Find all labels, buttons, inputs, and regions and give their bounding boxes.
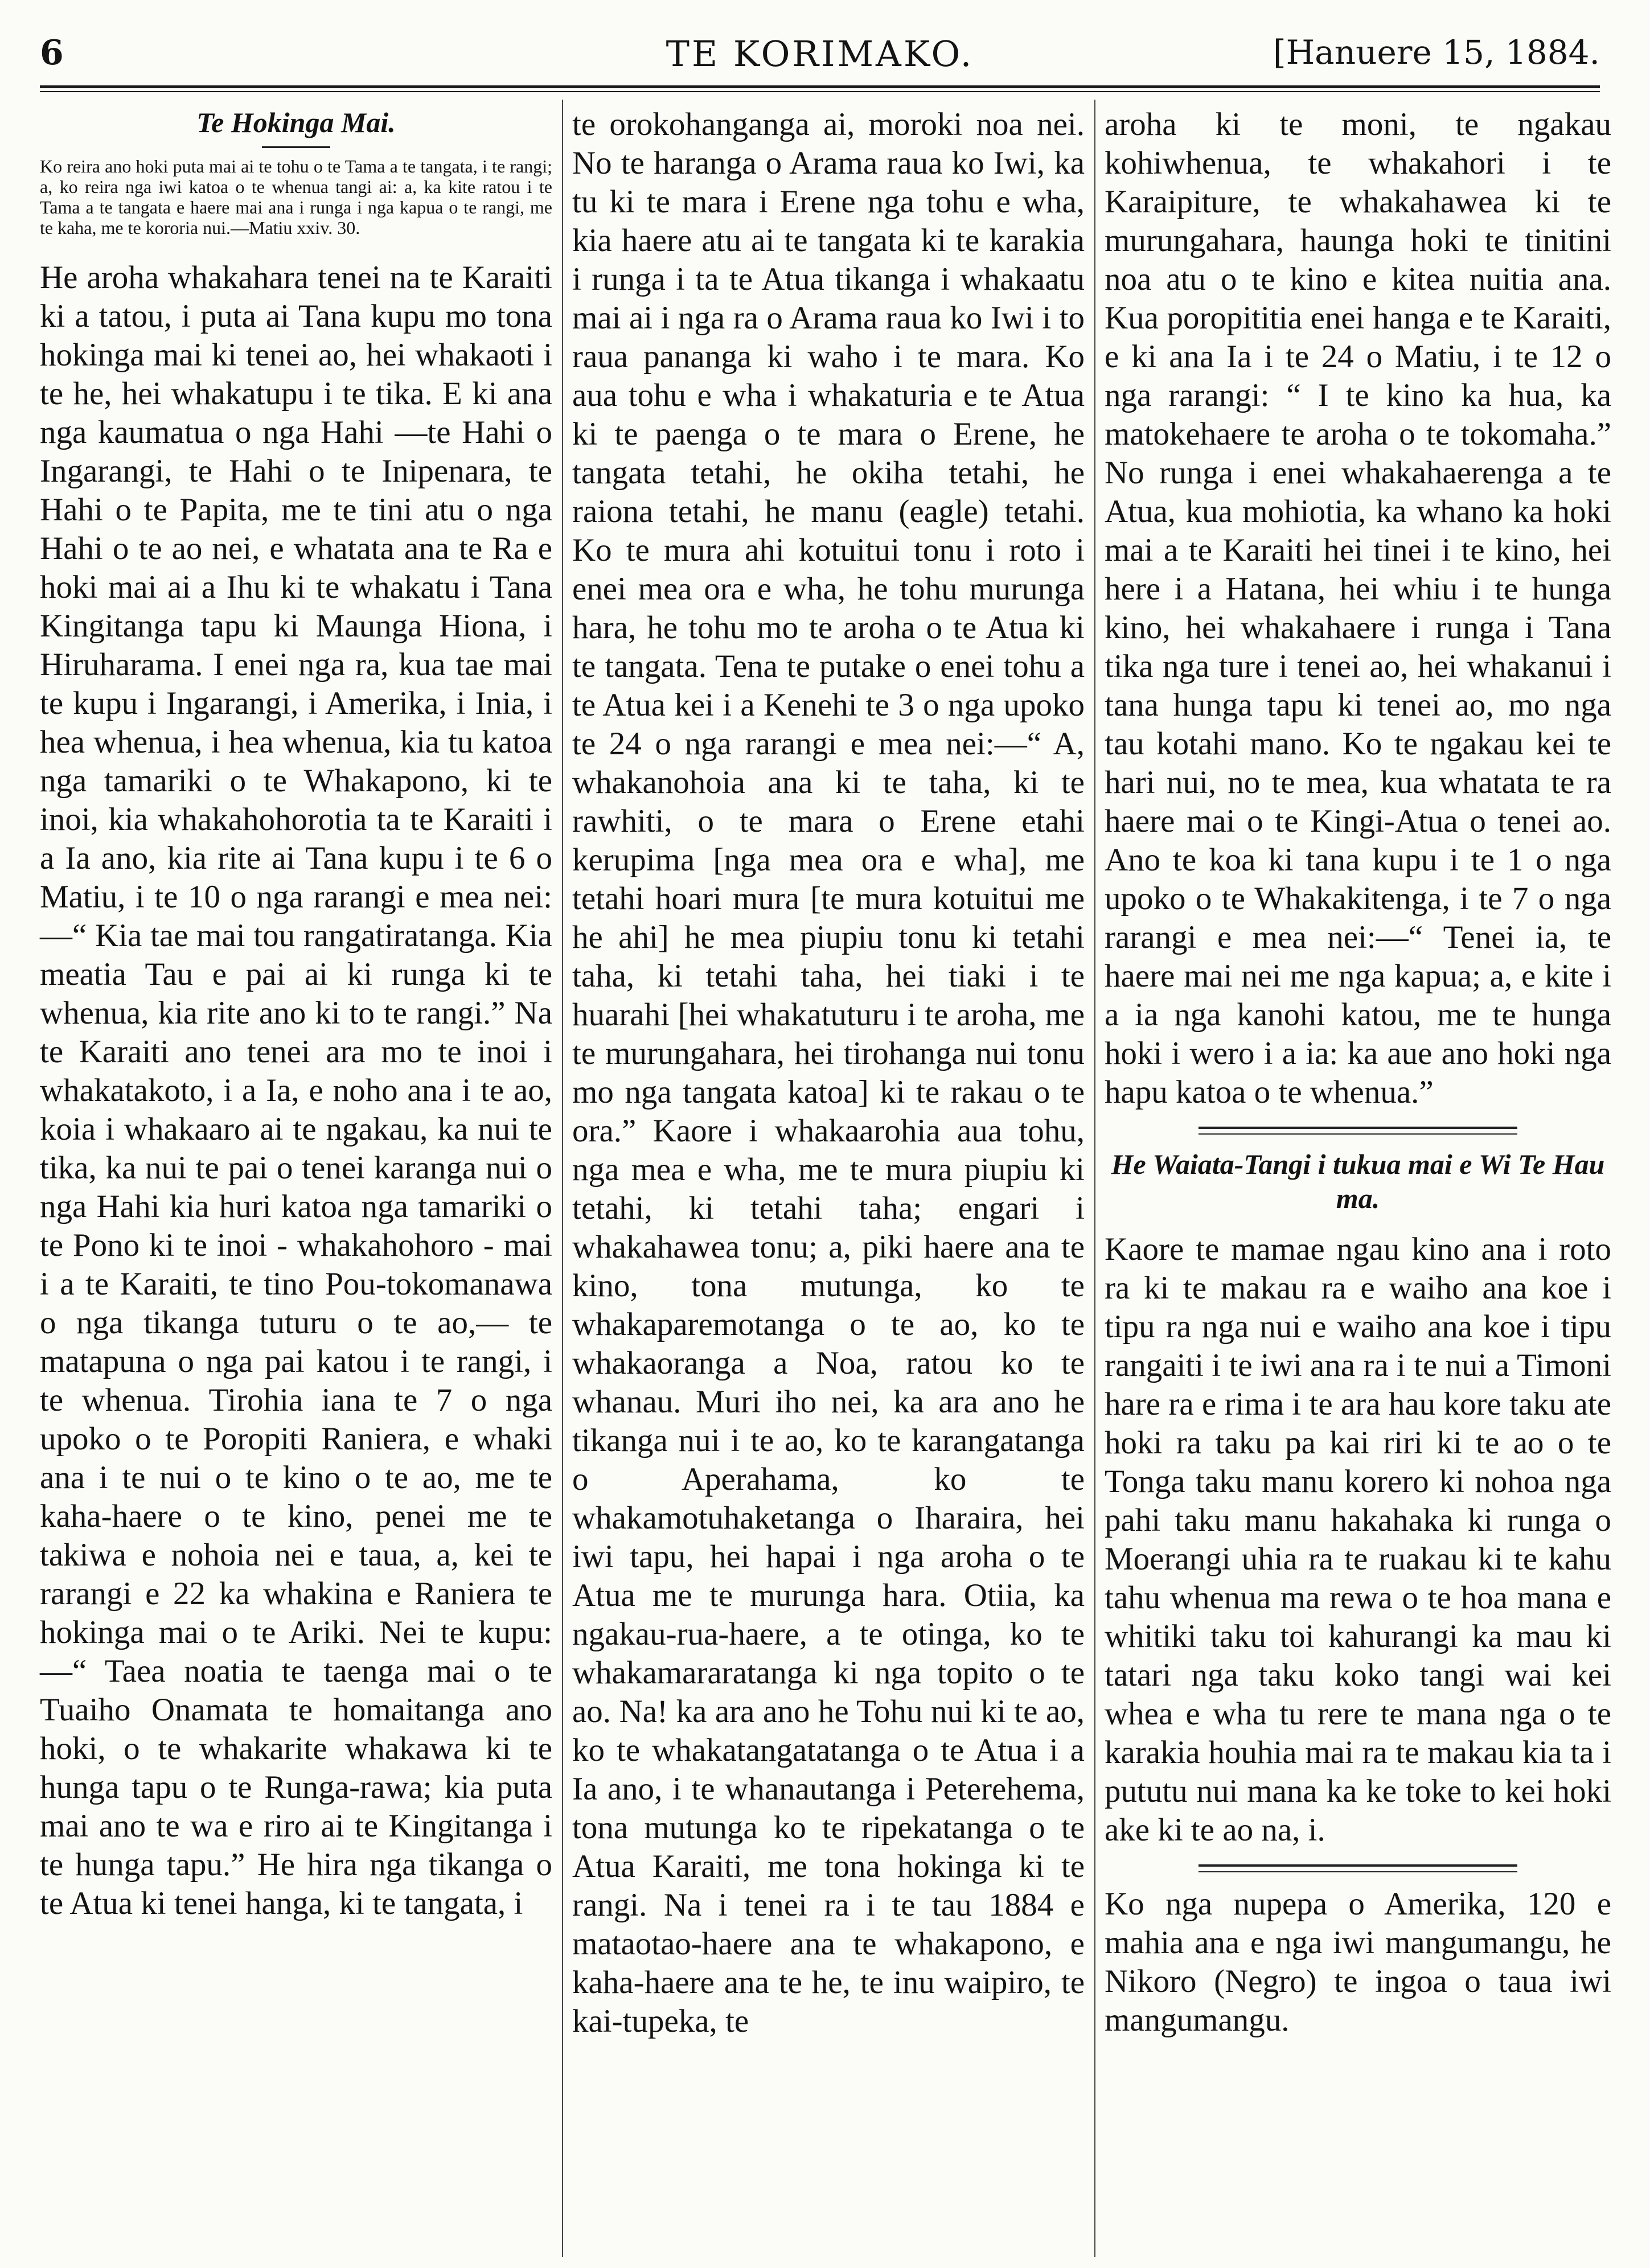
- column-divider: [1094, 100, 1095, 2257]
- page-header: [40, 22, 1600, 84]
- header-rule-thin: [40, 91, 1600, 92]
- title-rule: [262, 146, 330, 148]
- column-3: [1105, 105, 1611, 2040]
- section-rule-thin: [1198, 1871, 1517, 1872]
- article-body-col2: te orokohanganga ai, moroki noa nei. No te haranga o Arama raua ko Iwi, ka tu ki te mara i Erene nga tohu e wha, kia haere atu ai te tangata ki te karakia i runga i ta te Atua tikanga i whakaatu mai ai i nga ra o Arama raua ko Iwi i to raua pananga ki waho i te mara. Ko aua tohu e wha i whakaturia e te Atua ki te paenga o te mara o Erene, he tangata tetahi, he okiha tetahi, he raiona tetahi, he manu (eagle) tetahi. Ko te mura ahi kotuitui tonu i roto i enei mea ora e wha, he tohu murunga hara, he tohu mo te aroha o te Atua ki te tangata. Tena te putake o enei tohu a te Atua kei i a Kenehi te 3 o nga upoko te 24 o nga rarangi e mea nei:—“ A, whakanohoia ana ki te taha, ki te rawhiti, o te mara o Erene etahi kerupima [nga mea ora e wha], me tetahi hoari mura [te mura kotuitui me he ahi] he mea piupiu tonu ki tetahi taha, ki tetahi taha, hei tiaki i te huarahi [hei whakatuturu i te aroha, me te murungahara, hei tirohanga nui tonu mo nga tangata katoa] ki te rakau o te ora.” Kaore i whakaarohia aua tohu, nga mea e wha, me te mura piupiu ki tetahi, ki tetahi taha; engari i whakahawea tonu; a, piki haere ana te kino, tona mutunga, ko te whakaparemotanga o te ao, ko te whakaoranga a Noa, ratou ko te whanau. Muri iho nei, ka ara ano he tikanga nui i te ao, ko te karangatanga o Aperahama, ko te whakamotuhaketanga o Iharaira, hei iwi tapu, hei hapai i nga aroha o te Atua me te murunga hara. Otiia, ka ngakau-rua-haere, a te otinga, ko te whakamararatanga ki nga topito o te ao. Na! ka ara ano he Tohu nui ki te ao, ko te whakatangatatanga o te Atua i a Ia ano, i te whanautanga i Peterehema, tona mutunga ko te ripekatanga o te Atua Karaiti, me tona hokinga ki te rangi. Na i tenei ra i te tau 1884 e mataotao-haere ana te whakapono, e kaha-haere ana te he, te inu waipiro, te kai-tupeka, te: [572, 106, 1085, 2039]
- song-lyrics: Kaore te mamae ngau kino ana i roto ra ki te makau ra e waiho ana koe i tipu ra nga nui e waiho ana koe i tipu rangaiti i te iwi ana ra i te nui a Timoni hare ra e rima i te ara hau kore taku ate hoki ra taku pa kai riri ki te ao o te Tonga taku manu korero ki nohoa nga pahi taku manu hakahaka ki runga o Moerangi uhia ra te ruakau ki te kahu tahu whenua ma rewa o te hoa mana e whitiki taku toi kahurangi ka mau ki tatari nga taku koko tangi wai kei whea e wha tu rere te mana nga o te karakia houhia mai ra te makau kia ta i pututu nui mana ka ke toke to kei hoki ake ki te ao na, i.: [1105, 1231, 1611, 1848]
- issue-date: [Hanuere 15, 1884.: [1273, 33, 1600, 72]
- article-body-col1: He aroha whakahara tenei na te Karaiti ki a tatou, i puta ai Tana kupu mo tona hokinga mai ki tenei ao, hei whakaoti i te he, hei whakatupu i te tika. E ki ana nga kaumatua o nga Hahi —te Hahi o Ingarangi, te Hahi o te Inipenara, te Hahi o te Papita, me te tini atu o nga Hahi o te ao nei, e whatata ana te Ra e hoki mai ai a Ihu ki te whakatu i Tana Kingitanga tapu ki Maunga Hiona, i Hiruharama. I enei nga ra, kua tae mai te kupu i Ingarangi, i Amerika, i Inia, i hea whenua, i hea whenua, kia tu katoa nga tamariki o te Whakapono, ki te inoi, kia whakahohorotia ta te Karaiti i a Ia ano, kia rite ai Tana kupu i te 6 o Matiu, i te 10 o nga rarangi e mea nei:—“ Kia tae mai tou rangatiratanga. Kia meatia Tau e pai ai ki runga ki te whenua, kia rite ano ki to te rangi.” Na te Karaiti ano tenei ara mo te inoi i whakatakoto, i a Ia, e noho ana i te ao, koia i whakaaro ai te ngakau, ka nui te tika, ka nui te pai o tenei karanga nui o nga Hahi kia huri katoa nga tamariki o te Pono ki te inoi - whakahohoro - mai i a te Karaiti, te tino Pou-tokomanawa o nga tikanga tuturu o te ao,— te matapuna o nga pai katou i te rangi, i te whenua. Tirohia iana te 7 o nga upoko o te Poropiti Raniera, e whaki ana i te nui o te kino o te ao, me te kaha-haere o te kino, penei me te takiwa e nohoia nei e taua, a, kei te rarangi e 22 ka whakina e Raniera te hokinga mai o te Ariki. Nei te kupu:—“ Taea noatia te taenga mai o te Tuaiho Onamata te homaitanga ano hoki, o te whakarite whakawa ki te hunga tapu o te Runga-rawa; kia puta mai ano te wa e riro ai te Kingitanga i te hunga tapu.” He hira nga tikanga o te Atua ki tenei hanga, ki te tangata, i: [40, 260, 552, 1921]
- epigraph: Ko reira ano hoki puta mai ai te tohu o te Tama a te tangata, i te rangi; a, ko reira nga iwi katoa o te whenua tangi ai: a, ka kite ratou i te Tama a te tangata e haere mai ana i runga i nga kapua o te rangi, me te kaha, me te kororia nui.—Matiu xxiv. 30.: [40, 156, 552, 238]
- article-body-col3: aroha ki te moni, te ngakau kohiwhenua, te whakahori i te Karaipiture, te whakahawea ki te murungahara, haunga hoki te tinitini noa atu o te kino e kitea nuitia ana. Kua poropititia enei hanga e te Karaiti, e ki ana Ia i te 24 o Matiu, i te 12 o nga rarangi: “ I te kino ka hua, ka matokehaere te aroha o te tokomaha.” No runga i enei whakahaerenga a te Atua, kua mohiotia, ka whano ka hoki mai a te Karaiti hei tinei i te kino, hei here i a Hatana, hei whiu i te hunga kino, hei whakahaere i runga i Tana tika nga ture i tenei ao, hei whakanui i tana hunga tapu ki tenei ao, mo nga tau kotahi mano. Ko te ngakau kei te hari nui, no te mea, kua whatata te ra haere mai o te Kingi-Atua o tenei ao. Ano te koa ki tana kupu i te 1 o nga upoko o te Whakakitenga, i te 7 o nga rarangi e mea nei:—“ Tenei ia, te haere mai nei me nga kapua; a, e kite i a ia nga kanohi katou, me te hunga hoki i wero i a ia: ka aue ano hoki nga hapu katoa o te whenua.”: [1105, 106, 1611, 1110]
- news-item: Ko nga nupepa o Amerika, 120 e mahia ana e nga iwi mangumangu, he Nikoro (Negro) te ingoa o taua iwi mangumangu.: [1105, 1886, 1611, 2038]
- page-number: 6: [40, 33, 64, 73]
- article-title: Te Hokinga Mai.: [196, 106, 396, 138]
- section-rule: [1198, 1864, 1517, 1867]
- section-rule: [1198, 1127, 1517, 1129]
- song-title: He Waiata-Tangi i tukua mai e Wi Te Hau ma.: [1111, 1148, 1605, 1214]
- header-rule: [40, 85, 1600, 88]
- section-rule-thin: [1198, 1133, 1517, 1135]
- newspaper-title: TE KORIMAKO.: [666, 33, 974, 75]
- column-1: [40, 105, 552, 1923]
- column-2: [572, 105, 1085, 2041]
- column-divider: [562, 100, 563, 2257]
